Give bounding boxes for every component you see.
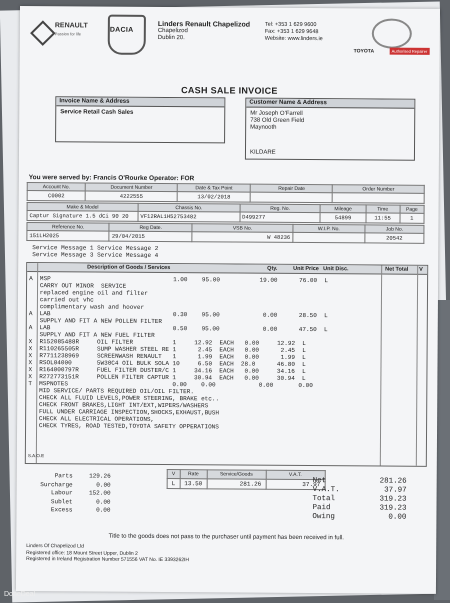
renault-tagline: Passion for life <box>54 31 82 37</box>
grid-header: Mileage <box>320 205 365 213</box>
order-number <box>332 193 424 204</box>
account-grid <box>27 182 425 204</box>
line-item: CHECK TYRES, ROAD TESTED,TOYOTA SAFETY OPPERATIONS <box>28 422 219 431</box>
qty-header: Qty. <box>267 265 278 272</box>
dacia-shield-icon <box>108 15 146 55</box>
dealer-line2: Dublin 20. <box>157 34 185 42</box>
line-item: X RSOL04000 5W30C4 OIL BULK SOLA 10 6.50 EACH 28.0 46.80 L <box>28 359 306 369</box>
tax-point-date: 13/02/2018 <box>177 192 250 203</box>
vat-table <box>167 469 326 490</box>
document-number: 4222555 <box>85 191 177 202</box>
line-item: X R164000797R FUEL FILTER DUSTER/C 1 34.16 EACH 0.00 34.16 L <box>28 366 306 376</box>
invoice-totals <box>312 477 406 523</box>
line-items-panel <box>25 262 428 467</box>
total-label: Labour <box>50 489 73 497</box>
reference-grid <box>26 222 424 244</box>
line-item: SUPPLY AND FIT A NEW FUEL FILTER <box>28 331 155 339</box>
grand-total-value: 0.00 <box>388 513 407 522</box>
vat-code: L <box>167 479 180 489</box>
grand-total-value: 319.23 <box>379 504 407 513</box>
grid-header: Reference No. <box>27 223 110 232</box>
line-item: CHECK ALL FLUID LEVELS,POWER STEERING, BRAKE etc.. <box>28 394 220 403</box>
vsb-number: W 48236 <box>192 232 293 243</box>
line-items-header <box>27 263 427 275</box>
grid-header: Reg. No. <box>240 204 321 213</box>
reg-date: 29/04/2015 <box>109 231 192 242</box>
toyota-emblem-icon <box>372 18 412 48</box>
vat-code-label: S.A.O.E <box>27 453 45 459</box>
total-label: Surcharge <box>40 480 73 488</box>
desc-header: Description of Goods / Services <box>87 264 171 272</box>
grid-header: VSB No. <box>192 224 293 233</box>
vat-rate: 13.50 <box>180 479 207 489</box>
grid-header: Page <box>400 205 424 213</box>
grand-total-label: Net <box>312 477 327 486</box>
dealer-fax: Fax: +353 1 629 9648 <box>264 28 319 36</box>
repair-date <box>251 192 333 203</box>
line-item: CARRY OUT MINOR SERVICE <box>29 282 127 290</box>
grid-header: Time <box>366 205 400 213</box>
line-item: X R7711238969 SCREENWASH RENAULT 1 1.99 EACH 0.00 1.99 L <box>28 352 306 362</box>
vat-header: Service/Goods <box>207 470 266 479</box>
renault-name: RENAULT <box>54 22 88 30</box>
registration-number: D499277 <box>240 212 321 223</box>
invoice-title: CASH SALE INVOICE <box>181 85 278 96</box>
service-message-line: Service Message 1 Service Message 2 <box>32 244 159 252</box>
grid-header: Job No. <box>365 225 424 233</box>
cost-breakdown <box>32 472 110 515</box>
v-header: V <box>419 266 423 273</box>
line-item: replaced engine oil and filter <box>28 289 148 297</box>
total-value: 129.26 <box>89 472 111 480</box>
total-value: 0.00 <box>96 506 111 514</box>
toyota-badge: Authorised Repairer <box>390 48 430 55</box>
toyota-name: TOYOTA <box>353 48 375 55</box>
dealer-line1: Chapelizod <box>157 27 188 35</box>
customer-line1: Mr Joseph O'Farrell <box>250 110 303 117</box>
grid-header: Reg Date. <box>109 223 192 232</box>
customer-line3: Maynooth <box>250 124 277 131</box>
vat-amount: 37.97 <box>266 479 325 489</box>
line-item: T MSPNOTES 0.00 0.00 0.00 0.00 <box>28 380 313 390</box>
time: 11:55 <box>366 213 400 223</box>
line-item: complimentary wash and hoover <box>28 303 145 311</box>
line-item: CHECK ALL ELECTRICAL OPERATIONS, <box>28 415 155 423</box>
grand-total-label: Total <box>312 495 336 504</box>
line-item: X R152085488R OIL FILTER 1 12.92 EACH 0.00 12.92 L <box>28 338 306 348</box>
job-number: 20542 <box>365 233 424 243</box>
service-message-line: Service Message 3 Service Message 4 <box>32 251 159 259</box>
grid-header: Repair Date <box>251 184 333 193</box>
dacia-name: DACIA <box>109 26 134 34</box>
customer-address-heading: Customer Name & Address <box>246 99 414 109</box>
grid-header: Chassis No. <box>138 203 240 212</box>
company-line1: Linders Of Chapelizod Ltd <box>26 543 85 550</box>
grand-total-value: 319.23 <box>379 495 407 504</box>
line-item: SUPPLY AND FIT A NEW POLLEN FILTER <box>28 317 163 325</box>
dealer-contact <box>265 22 323 43</box>
invoice-address-line1: Service Retail Cash Sales <box>60 109 134 116</box>
grid-header: W.I.P. No. <box>293 224 365 233</box>
grid-header: Account No. <box>27 183 85 191</box>
dealer-web: Website: www.linders.ie <box>264 35 323 43</box>
dealer-name: Linders Renault Chapelizod <box>157 20 251 29</box>
customer-line4: KILDARE <box>249 149 276 156</box>
title-footnote: Title to the goods does not pass to the purchaser until payment has been received in full. <box>108 533 344 542</box>
dealer-tel: Tel: +353 1 629 9600 <box>264 21 317 29</box>
vat-header: V.A.T. <box>266 470 325 479</box>
line-item: X R272773151R POLLEN FILTER CAPTUR 1 30.94 EACH 0.00 30.94 L <box>28 373 306 383</box>
line-item: MID SERVICE/ PARTS REQUIRED OIL/OIL FILTER. <box>28 387 194 396</box>
column-divider <box>416 266 418 466</box>
vat-header: Rate <box>180 470 207 479</box>
total-value: 152.00 <box>88 489 111 497</box>
page-number: 1 <box>400 213 424 223</box>
customer-line2: 738 Old Green Field <box>250 117 305 124</box>
total-value: 0.00 <box>96 498 111 506</box>
reference-number: 151LH2025 <box>27 231 110 242</box>
column-divider <box>380 266 382 466</box>
company-line3: Registered in Ireland Registration Number 571556 VAT No. IE 3393262IH <box>26 556 190 564</box>
grand-total-label: Paid <box>312 504 331 513</box>
vat-header: V <box>167 470 180 479</box>
invoice-address-box <box>55 96 225 143</box>
line-item: carried out vhc <box>28 296 94 304</box>
line-item: A MSP 1.00 95.00 19.00 76.00 L <box>29 275 328 285</box>
line-item: A LAB 0.50 95.00 0.00 47.50 L <box>28 324 328 334</box>
dealer-address <box>158 21 250 43</box>
total-label: Sublet <box>50 497 73 505</box>
company-details <box>26 543 189 564</box>
total-value: 0.00 <box>96 481 111 489</box>
grand-total-label: V.A.T. <box>312 486 340 495</box>
renault-logo <box>28 16 98 52</box>
served-by: You were served by: Francis O'Rourke Operator: FOR <box>28 174 195 183</box>
unit-disc-header: Unit Disc. <box>323 266 349 273</box>
make-model: Captur Signature 1.5 dCi 90 20 <box>27 211 138 222</box>
chassis-number: VF12RAL1H52753482 <box>138 211 240 222</box>
grid-header: Order Number <box>333 185 425 194</box>
service-messages <box>32 244 158 259</box>
net-total-header: Net Total <box>385 266 409 273</box>
total-label: Excess <box>50 506 73 514</box>
grand-total-label: Owing <box>312 513 335 522</box>
customer-address-box <box>245 98 415 161</box>
renault-diamond-icon <box>30 20 55 45</box>
vehicle-grid <box>26 202 424 224</box>
wip-number <box>293 232 365 243</box>
line-item: A LAB 0.30 95.00 0.00 28.50 L <box>28 310 328 320</box>
grid-header: Date & Tax Point <box>177 184 250 193</box>
invoice-address-heading: Invoice Name & Address <box>56 97 224 107</box>
line-item: CHECK FRONT BRAKES,LIGHT INT/EXT,WIPERS/WASHERS <box>28 401 209 410</box>
toyota-logo <box>350 16 432 61</box>
grand-total-value: 37.97 <box>384 486 407 495</box>
grid-header: Make & Model <box>27 203 138 212</box>
invoice-page <box>16 6 440 594</box>
account-number: C0002 <box>27 191 85 201</box>
total-label: Parts <box>54 472 73 480</box>
unit-price-header: Unit Price <box>293 265 319 273</box>
line-item: FULL UNDER CARRIAGE INSPECTION,SHOCKS,EXHAUST,BUSH <box>28 408 220 417</box>
grand-total-value: 281.26 <box>379 477 407 486</box>
grid-header: Document Number <box>85 183 177 192</box>
donedeal-watermark: DoneDeal <box>4 591 36 598</box>
dacia-logo <box>104 13 148 55</box>
mileage: 54899 <box>320 213 365 223</box>
company-line2: Registered office: 18 Mount Street Upper, Dublin 2 <box>26 549 138 557</box>
line-item: X R110265505R SUMP WASHER STEEL RE 1 2.45 EACH 0.00 2.45 L <box>28 345 306 355</box>
vat-goods: 281.26 <box>207 479 266 489</box>
